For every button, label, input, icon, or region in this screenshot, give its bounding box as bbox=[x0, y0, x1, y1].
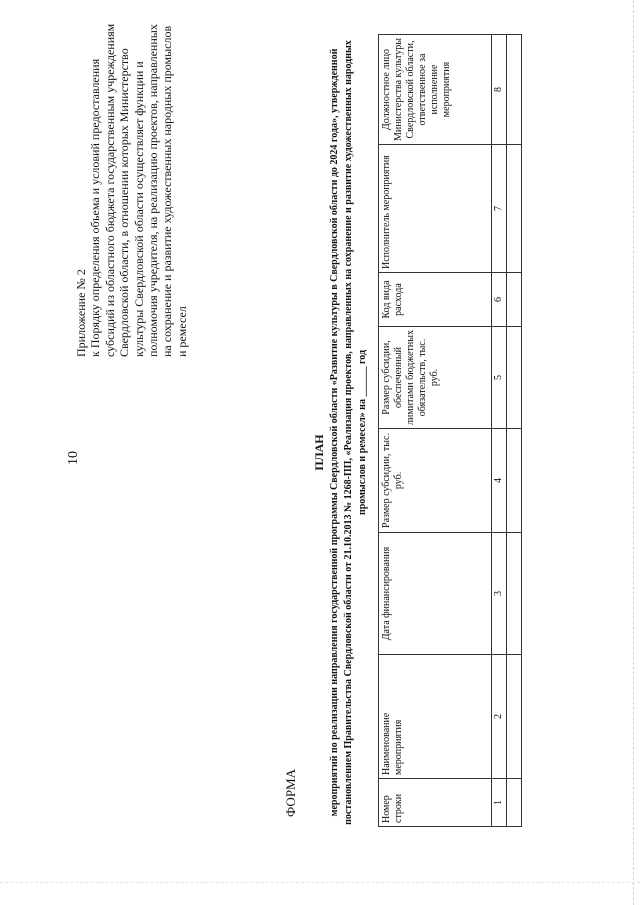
table-header-cell: Должностное лицо Министерства культуры Свердловской области, ответственное за исполнение мероприятия bbox=[379, 35, 492, 145]
table-header-cell: Размер субсидии, тыс. руб. bbox=[379, 429, 492, 533]
appendix-block bbox=[74, 22, 189, 357]
table-empty-cell bbox=[507, 35, 522, 145]
table-header-cell: Код вида расхода bbox=[379, 273, 492, 327]
table-empty-row bbox=[507, 35, 522, 827]
table-header-cell: Наименование мероприятия bbox=[379, 655, 492, 779]
plan-title: ПЛАН bbox=[312, 434, 326, 471]
appendix-title: Приложение № 2 bbox=[74, 269, 88, 357]
table-number-cell: 1 bbox=[492, 779, 507, 827]
table-empty-cell bbox=[507, 327, 522, 429]
table-header-cell: Размер субсидии, обеспеченный лимитами бюджетных обязательств, тыс. руб. bbox=[379, 327, 492, 429]
form-label: ФОРМА bbox=[283, 769, 298, 817]
table-header-cell: Исполнитель мероприятия bbox=[379, 145, 492, 273]
table-header-cell: Дата финансирования bbox=[379, 533, 492, 655]
table-number-cell: 2 bbox=[492, 655, 507, 779]
table-number-cell: 8 bbox=[492, 35, 507, 145]
table-number-cell: 6 bbox=[492, 273, 507, 327]
table-empty-cell bbox=[507, 429, 522, 533]
table-number-cell: 5 bbox=[492, 327, 507, 429]
table-empty-cell bbox=[507, 779, 522, 827]
table-header-row bbox=[379, 35, 492, 827]
appendix-body: к Порядку определения объема и условий предоставления субсидий из областного бюджета государственным учреждениям Свердловской области, в отношении которых Министерство культуры Свердловской области осуществляет функции и полномочия учредителя, на реализацию проектов, направленных на сохранение и развитие художественных народных промыслов и ремесел bbox=[88, 23, 189, 357]
plan-table bbox=[378, 34, 522, 827]
plan-description: мероприятий по реализации направления государственной программы Свердловской области «Развитие культуры в Свердловской области до 2024 года», утвержденной постановлением Правительства Свердловской области от 21.10.2013 № 1268-ПП, «Реализация проектов, направленных на сохранение и развитие художественных народных промыслов и ремесел» на ______ год bbox=[329, 40, 368, 825]
table-number-cell: 4 bbox=[492, 429, 507, 533]
table-empty-cell bbox=[507, 145, 522, 273]
page-number: 10 bbox=[66, 451, 81, 465]
table-number-cell: 3 bbox=[492, 533, 507, 655]
table-header-cell: Номер строки bbox=[379, 779, 492, 827]
table-number-row bbox=[492, 35, 507, 827]
table-empty-cell bbox=[507, 533, 522, 655]
table-number-cell: 7 bbox=[492, 145, 507, 273]
table-empty-cell bbox=[507, 273, 522, 327]
table-empty-cell bbox=[507, 655, 522, 779]
